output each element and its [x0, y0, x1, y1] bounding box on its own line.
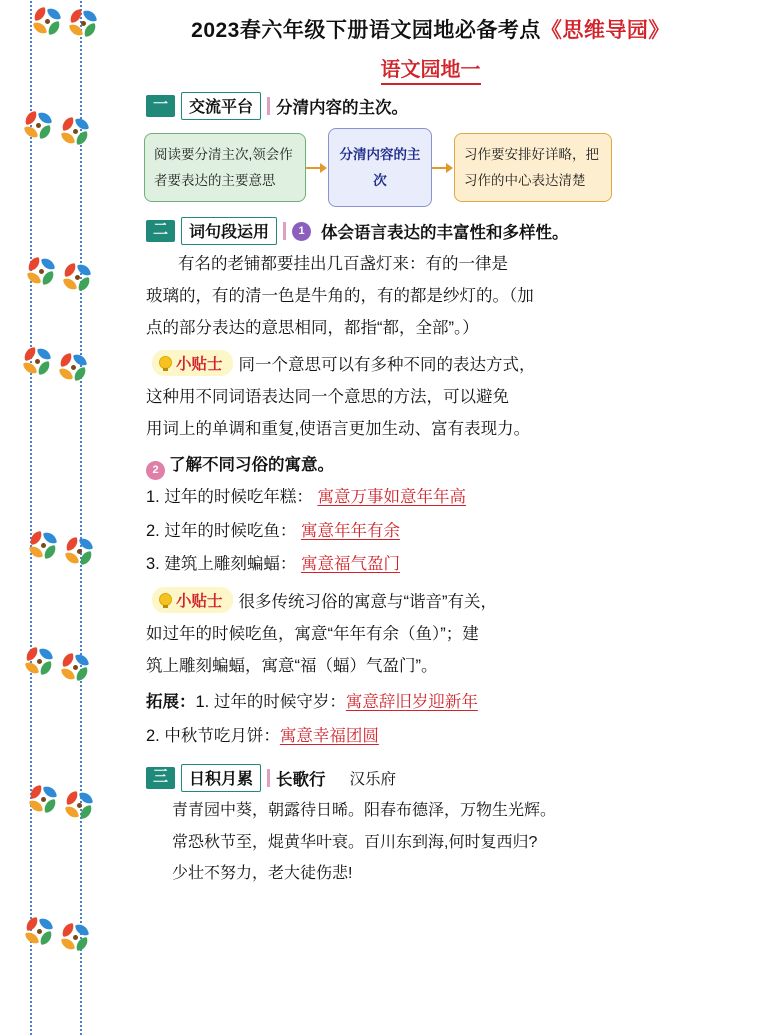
- extension-item-question: 中秋节吃月饼：: [164, 726, 280, 745]
- extension-item-number: 2.: [146, 726, 160, 745]
- section-3-label: 日积月累: [181, 764, 261, 792]
- document-content: [110, 0, 757, 889]
- list-item: [146, 549, 743, 580]
- unit-title-text: 语文园地一: [381, 59, 481, 85]
- pinwheel-icon: [60, 354, 86, 380]
- tip-2-row: [152, 587, 743, 617]
- pinwheel-icon: [66, 538, 92, 564]
- section-3-number: 三: [146, 767, 175, 789]
- page-title-accent: 《思维导园》: [540, 19, 670, 42]
- circled-number-2-icon: 2: [146, 461, 165, 480]
- pinwheel-icon: [66, 792, 92, 818]
- poem-line: 常恐秋节至，焜黄华叶衰。百川东到海,何时复西归?: [172, 833, 538, 851]
- poem-title: 长歌行: [276, 771, 326, 790]
- tip-1-line-3: 用词上的单调和重复,使语言更加生动、富有表现力。: [146, 420, 531, 439]
- pinwheel-icon: [34, 8, 60, 34]
- section-3-divider-bar: [267, 769, 270, 787]
- tip-1-label: 小贴士: [176, 356, 223, 374]
- poem-author: 汉乐府: [349, 771, 397, 789]
- mindmap-diagram: [144, 128, 743, 207]
- section-1-label: 交流平台: [181, 92, 261, 120]
- section-2-number: 二: [146, 220, 175, 242]
- item-number: 1.: [146, 488, 160, 507]
- tip-1-line-1: 同一个意思可以有多种不同的表达方式，: [238, 356, 536, 375]
- extension-item-answer: 寓意幸福团圆: [279, 726, 379, 745]
- page-title-main: 2023春六年级下册语文园地必备考点: [191, 19, 541, 42]
- pinwheel-icon: [70, 10, 96, 36]
- extension-row-2: [146, 721, 743, 752]
- unit-title: [118, 53, 743, 82]
- section-2-divider-bar: [283, 222, 286, 240]
- tip-1-line-2: 这种用不同词语表达同一个意思的方法，可以避免: [146, 388, 509, 407]
- extension-item-number: 1.: [195, 693, 210, 712]
- circled-number-1-icon: 1: [292, 222, 311, 241]
- tip-2-line-3: 筑上雕刻蝙蝠，寓意“福（蝠）气盈门”。: [146, 657, 438, 676]
- item-number: 2.: [146, 521, 160, 540]
- pinwheel-icon: [26, 648, 52, 674]
- item-answer: 寓意福气盈门: [300, 555, 400, 574]
- section-3-header: [146, 764, 743, 792]
- item-question: 建筑上雕刻蝙蝠：: [164, 555, 297, 574]
- pinwheel-icon: [62, 118, 88, 144]
- extension-item-answer: 寓意辞旧岁迎新年: [345, 693, 478, 712]
- section-2-label: 词句段运用: [181, 217, 277, 245]
- subsection-2-topic: 了解不同习俗的寓意。: [169, 456, 334, 475]
- list-item: [146, 482, 743, 513]
- dotted-guide-line-2: [80, 0, 82, 1035]
- page-title: [118, 14, 743, 44]
- extension-row-1: [146, 687, 743, 718]
- decorative-left-margin: [0, 0, 110, 1024]
- section-1-divider-bar: [267, 97, 270, 115]
- item-question: 过年的时候吃鱼：: [164, 521, 297, 540]
- pinwheel-icon: [25, 112, 51, 138]
- tip-2-badge: [152, 587, 233, 613]
- item-question: 过年的时候吃年糕：: [164, 488, 313, 507]
- pinwheel-icon: [62, 924, 88, 950]
- pinwheel-icon: [30, 532, 56, 558]
- section-1-number: 一: [146, 95, 175, 117]
- mindmap-center-node: 分清内容的主次: [328, 128, 432, 207]
- pinwheel-icon: [62, 654, 88, 680]
- example-line-1: 有名的老铺都要挂出几百盏灯来：有的一律是: [178, 255, 508, 274]
- poem-line: 青青园中葵，朝露待日晞。阳春布德泽，万物生光辉。: [172, 802, 557, 820]
- lightbulb-icon: [158, 593, 173, 608]
- tip-1-badge: [152, 350, 233, 376]
- mindmap-arrow-right: [432, 161, 454, 175]
- section-2-header: [146, 217, 743, 245]
- subsection-2-topic-row: [146, 450, 743, 480]
- tip-2-line-2: 如过年的时候吃鱼，寓意“年年有余（鱼）”；建: [146, 625, 479, 644]
- example-line-3: 点的部分表达的意思相同，都指“都，全部”。）: [146, 319, 479, 338]
- section-1-header: [146, 92, 743, 120]
- extension-item-question: 过年的时候守岁：: [213, 693, 346, 712]
- lightbulb-icon: [158, 356, 173, 371]
- list-item: [146, 516, 743, 547]
- extension-label: 拓展：: [146, 693, 196, 712]
- mindmap-right-node: 习作要安排好详略，把习作的中心表达清楚: [454, 133, 612, 202]
- dotted-guide-line-1: [30, 0, 32, 1035]
- item-answer: 寓意万事如意年年高: [317, 488, 466, 507]
- example-line-2: 玻璃的，有的清一色是牛角的，有的都是纱灯的。（加: [146, 287, 534, 306]
- section-2-topic: 体会语言表达的丰富性和多样性。: [321, 224, 569, 243]
- section-1-topic: 分清内容的主次。: [276, 99, 409, 117]
- tip-2-label: 小贴士: [176, 593, 223, 611]
- pinwheel-icon: [28, 258, 54, 284]
- item-answer: 寓意年年有余: [300, 521, 400, 540]
- mindmap-left-node: 阅读要分清主次,领会作者要表达的主要意思: [144, 133, 306, 202]
- mindmap-arrow-left: [306, 161, 328, 175]
- pinwheel-icon: [64, 264, 90, 290]
- poem-line: 少壮不努力，老大徒伤悲!: [172, 865, 353, 883]
- tip-1-row: [152, 350, 743, 380]
- tip-2-line-1: 很多传统习俗的寓意与“谐音”有关，: [238, 593, 498, 612]
- pinwheel-icon: [30, 786, 56, 812]
- item-number: 3.: [146, 555, 160, 574]
- pinwheel-icon: [26, 918, 52, 944]
- pinwheel-icon: [24, 348, 50, 374]
